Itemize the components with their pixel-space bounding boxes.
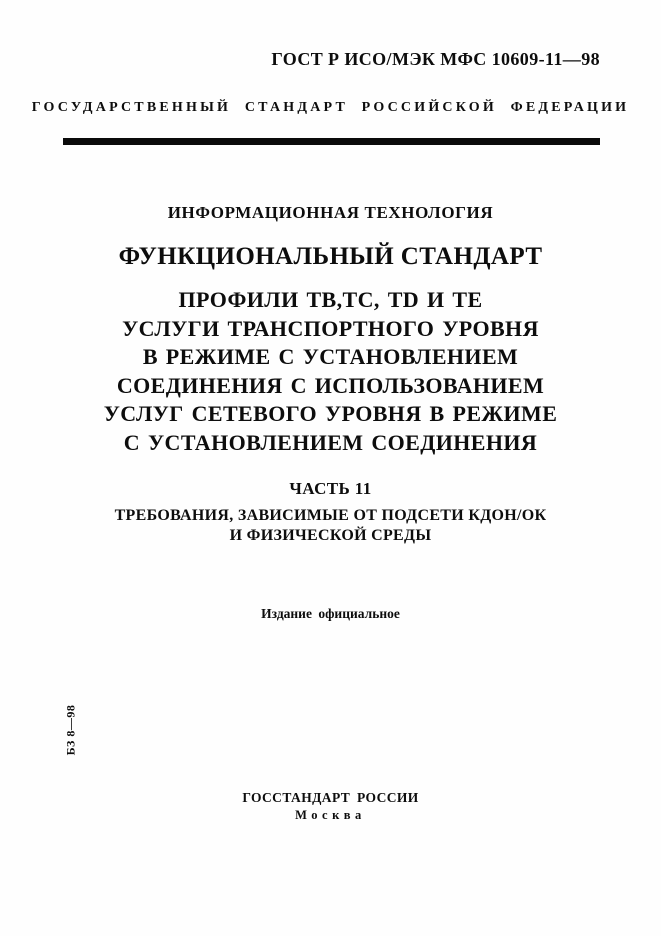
side-code-vertical: БЗ 8—98 [63,704,78,756]
doc-number: ГОСТ Р ИСО/МЭК МФС 10609-11—98 [271,49,600,69]
title-line: УСЛУГИ ТРАНСПОРТНОГО УРОВНЯ [122,315,539,341]
standard-title [0,286,661,458]
subtitle-line: ТРЕБОВАНИЯ, ЗАВИСИМЫЕ ОТ ПОДСЕТИ КДОН/ОК [114,507,547,524]
federation-standard-header: ГОСУДАРСТВЕННЫЙ СТАНДАРТ РОССИЙСКОЙ ФЕДЕРАЦИИ [31,100,630,115]
header-rule [63,138,600,145]
title-line: СОЕДИНЕНИЯ С ИСПОЛЬЗОВАНИЕМ [116,372,545,398]
title-line: УСЛУГ СЕТЕВОГО УРОВНЯ В РЕЖИМЕ [103,401,558,427]
section-heading: ИНФОРМАЦИОННАЯ ТЕХНОЛОГИЯ [167,203,494,222]
publication-city: Москва [295,808,366,822]
part-heading: ЧАСТЬ 11 [289,479,372,498]
publisher: ГОССТАНДАРТ РОССИИ [242,790,419,805]
title-line: ПРОФИЛИ ТВ,ТС, TD И ТЕ [178,287,483,312]
title-line: В РЕЖИМЕ С УСТАНОВЛЕНИЕМ [142,344,519,370]
doc-type-heading: ФУНКЦИОНАЛЬНЫЙ СТАНДАРТ [118,243,543,270]
subtitle-line: И ФИЗИЧЕСКОЙ СРЕДЫ [229,527,432,544]
part-subtitle [0,506,661,546]
edition-note: Издание официальное [261,606,400,621]
title-line: С УСТАНОВЛЕНИЕМ СОЕДИНЕНИЯ [123,429,538,455]
